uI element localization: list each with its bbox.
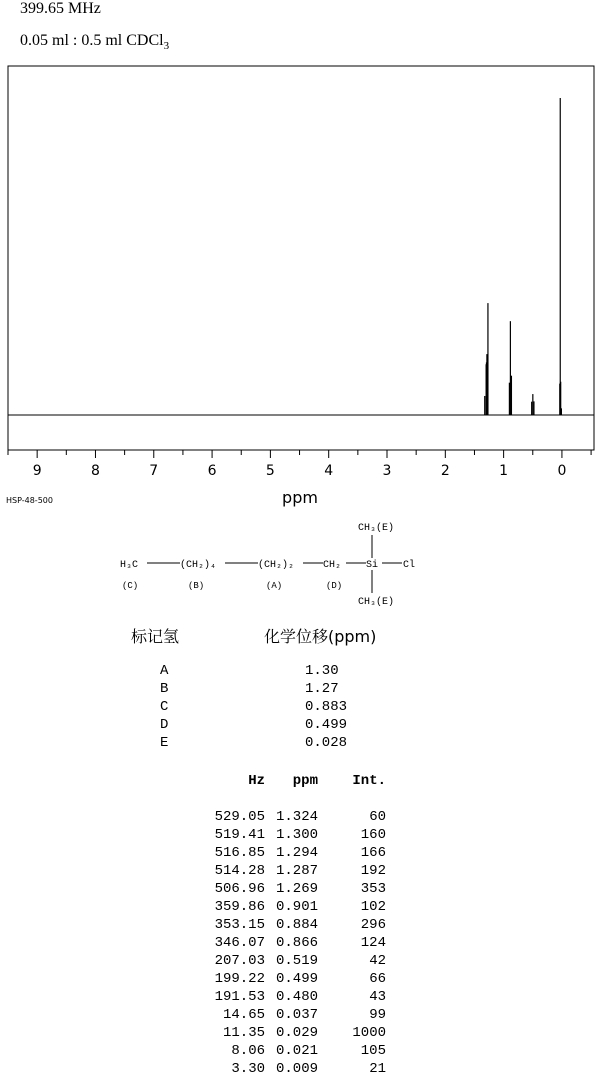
peak-ppm: 0.499: [275, 971, 318, 987]
assignment-shift-value: 0.028: [305, 735, 348, 751]
structure-label-b: (B): [188, 581, 205, 591]
x-axis-label: ppm: [282, 488, 318, 507]
peak-ppm: 1.300: [275, 827, 318, 843]
peak-hz: 514.28: [214, 863, 265, 879]
peak-row: [160, 1042, 386, 1060]
peak-ppm: 0.029: [275, 1025, 318, 1041]
x-tick-label: 5: [265, 463, 275, 479]
assignment-shift-value: 0.499: [305, 717, 348, 733]
peak-ppm: 0.884: [275, 917, 318, 933]
x-tick-label: 4: [324, 463, 334, 479]
structure-label-a: (A): [266, 581, 283, 591]
x-axis: [8, 450, 591, 479]
x-tick-label: 8: [91, 463, 100, 479]
peak-hz: 3.30: [231, 1061, 265, 1077]
peak-hz: 529.05: [214, 809, 265, 825]
assignment-shift-value: 0.883: [305, 699, 348, 715]
spectrometer-frequency: 399.65 MHz: [20, 0, 101, 17]
peak-intensity: 66: [369, 971, 386, 987]
x-tick-label: 7: [149, 463, 159, 479]
peak-hz: 519.41: [214, 827, 265, 843]
chemical-structure: [110, 515, 440, 610]
peak-row: [160, 862, 386, 880]
structure-group-c: H₃C: [120, 560, 139, 571]
structure-methyl-bottom: CH₃(E): [358, 597, 395, 608]
peak-intensity: 102: [360, 899, 386, 915]
peak-intensity: 1000: [352, 1025, 386, 1041]
assignment-table: [160, 662, 347, 752]
peak-row: [160, 988, 386, 1006]
peak-row: [160, 1006, 386, 1024]
peak-table-header: [160, 772, 386, 790]
spectrum-trace: [8, 98, 594, 415]
assignment-row: [160, 698, 347, 716]
peak-ppm: 0.037: [275, 1007, 318, 1023]
assignment-shift-value: 1.27: [305, 681, 339, 697]
peak-intensity: 21: [369, 1061, 386, 1077]
peak-hz: 207.03: [214, 953, 265, 969]
peak-header-ppm: ppm: [292, 773, 318, 789]
peak-table-body: [160, 808, 386, 1078]
assignment-row: [160, 716, 347, 734]
peak-hz: 506.96: [214, 881, 265, 897]
x-tick-label: 1: [499, 463, 509, 479]
peak-hz: 199.22: [214, 971, 265, 987]
peak-intensity: 166: [360, 845, 386, 861]
peak-hz: 8.06: [231, 1043, 265, 1059]
peak-intensity: 160: [360, 827, 386, 843]
structure-silicon: Si: [366, 560, 379, 571]
peak-ppm: 0.866: [275, 935, 318, 951]
peak-ppm: 1.294: [275, 845, 318, 861]
peak-intensity: 296: [360, 917, 386, 933]
x-tick-label: 0: [557, 463, 567, 479]
peak-ppm: 0.901: [275, 899, 318, 915]
structure-group-d: CH₂: [323, 560, 342, 571]
peak-hz: 191.53: [214, 989, 265, 1005]
peak-row: [160, 898, 386, 916]
peak-row: [160, 952, 386, 970]
plot-border: [8, 66, 594, 450]
peak-row: [160, 970, 386, 988]
peak-intensity: 105: [360, 1043, 386, 1059]
structure-group-b: (CH₂)₄: [180, 560, 217, 571]
peak-table-spacer: [160, 790, 386, 808]
sample-solvent: [20, 32, 169, 52]
peak-ppm: 0.009: [275, 1061, 318, 1077]
peak-header-int: Int.: [352, 773, 386, 789]
structure-group-a: (CH₂)₂: [258, 560, 295, 571]
assignment-proton-label: E: [160, 735, 169, 751]
peak-row: [160, 916, 386, 934]
peak-table: [160, 772, 386, 1078]
x-tick-label: 3: [382, 463, 392, 479]
peak-hz: 353.15: [214, 917, 265, 933]
peak-hz: 346.07: [214, 935, 265, 951]
spectrum-code: HSP-48-500: [6, 496, 53, 505]
peak-hz: 11.35: [222, 1025, 265, 1041]
structure-methyl-top: CH₃(E): [358, 523, 395, 534]
peak-intensity: 192: [360, 863, 386, 879]
assignment-proton-label: C: [160, 699, 169, 715]
structure-label-d: (D): [326, 581, 343, 591]
peak-hz: 359.86: [214, 899, 265, 915]
peak-intensity: 43: [369, 989, 386, 1005]
peak-ppm: 0.480: [275, 989, 318, 1005]
peak-row: [160, 808, 386, 826]
peak-intensity: 42: [369, 953, 386, 969]
structure-chlorine: Cl: [403, 560, 416, 571]
peak-row: [160, 934, 386, 952]
peak-intensity: 99: [369, 1007, 386, 1023]
solvent-text: 0.05 ml : 0.5 ml CDCl: [20, 32, 164, 49]
assignment-proton-label: D: [160, 717, 169, 733]
peak-ppm: 1.269: [275, 881, 318, 897]
assignment-row: [160, 662, 347, 680]
assignment-shift-header: 化学位移(ppm): [264, 627, 377, 646]
peak-intensity: 60: [369, 809, 386, 825]
nmr-spectrum-chart: [0, 60, 595, 490]
x-tick-label: 2: [440, 463, 450, 479]
peak-row: [160, 1060, 386, 1078]
peak-row: [160, 1024, 386, 1042]
assignment-label-header: 标记氢: [131, 627, 180, 646]
peak-row: [160, 826, 386, 844]
peak-row: [160, 844, 386, 862]
peak-row: [160, 880, 386, 898]
peak-ppm: 0.519: [275, 953, 318, 969]
peak-header-hz: Hz: [248, 773, 265, 789]
peak-ppm: 1.287: [275, 863, 318, 879]
peak-ppm: 0.021: [275, 1043, 318, 1059]
assignment-row: [160, 680, 347, 698]
peak-intensity: 124: [360, 935, 386, 951]
plot-frame: [8, 66, 594, 450]
peak-hz: 14.65: [222, 1007, 265, 1023]
structure-label-c: (C): [122, 581, 139, 591]
assignment-row: [160, 734, 347, 752]
assignment-proton-label: B: [160, 681, 169, 697]
peak-intensity: 353: [360, 881, 386, 897]
x-tick-label: 6: [207, 463, 217, 479]
peak-ppm: 1.324: [275, 809, 318, 825]
x-tick-label: 9: [32, 463, 42, 479]
assignment-proton-label: A: [160, 663, 169, 679]
solvent-subscript: 3: [163, 40, 170, 52]
peak-hz: 516.85: [214, 845, 265, 861]
assignment-shift-value: 1.30: [305, 663, 339, 679]
